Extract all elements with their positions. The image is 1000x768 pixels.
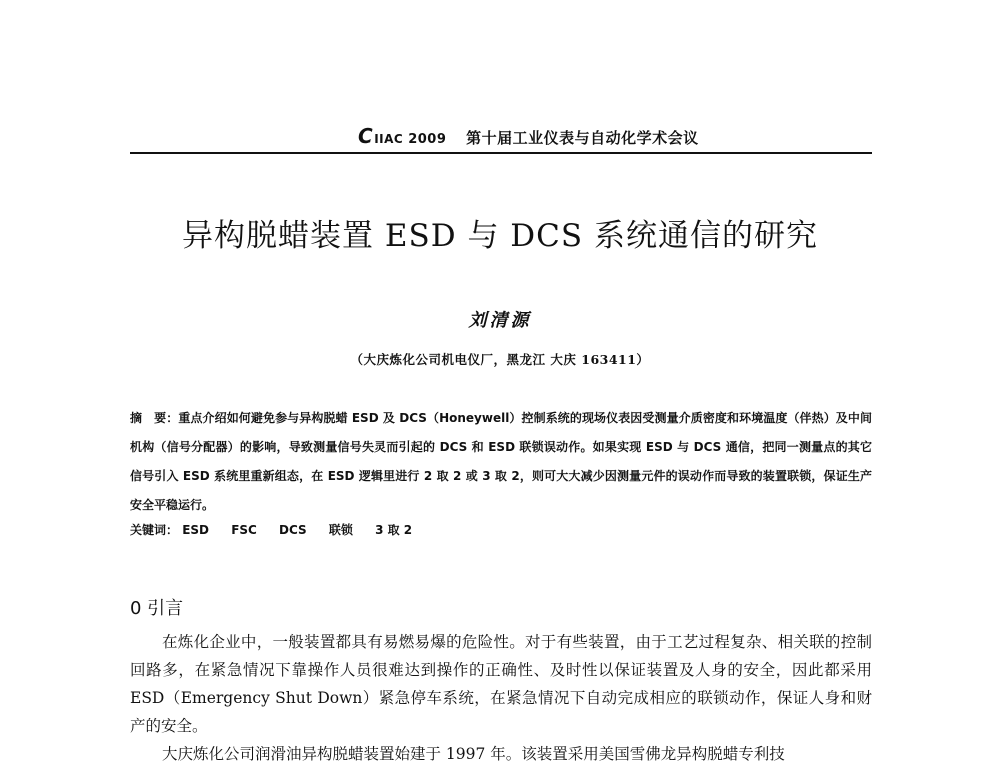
body-paragraph: 大庆炼化公司润滑油异构脱蜡装置始建于 1997 年。该装置采用美国雪佛龙异构脱蜡专利技	[162, 745, 785, 763]
affiliation: （大庆炼化公司机电仪厂，黑龙江 大庆 163411）	[350, 352, 650, 367]
keyword-item: FSC	[231, 523, 257, 537]
body-text	[130, 628, 872, 768]
logo-letters: IIAC	[374, 132, 404, 146]
paper-title: 异构脱蜡装置 ESD 与 DCS 系统通信的研究	[182, 218, 818, 254]
author-name: 刘清源	[468, 310, 532, 331]
abstract-label: 摘 要：	[130, 411, 179, 425]
keywords	[130, 521, 872, 538]
keyword-item: DCS	[279, 523, 307, 537]
logo-mark: C	[358, 124, 374, 148]
body-paragraph: 在炼化企业中，一般装置都具有易燃易爆的危险性。对于有些装置，由于工艺过程复杂、相关联的控制回路多，在紧急情况下靠操作人员很难达到操作的正确性、及时性以保证装置及人身的安全，因此都采用 ESD（Emergency Shut Down）紧急停车系统，在紧急情况下自动完成相应的联锁动作，保证人身和财产的安全。	[130, 633, 872, 735]
running-header	[130, 118, 872, 154]
abstract-text: 重点介绍如何避免参与异构脱蜡 ESD 及 DCS（Honeywell）控制系统的现场仪表因受测量介质密度和环境温度（伴热）及中间机构（信号分配器）的影响，导致测量信号失灵而引起的 DCS 和 ESD 联锁误动作。如果实现 ESD 与 DCS 通信，把同一测量点的其它信号引入 ESD 系统里重新组态，在 ESD 逻辑里进行 2 取 2 或 3 取 2，则可大大减少因测量元件的误动作而导致的装置联锁，保证生产安全平稳运行。	[130, 411, 872, 512]
abstract-paragraph	[130, 404, 872, 520]
keywords-label: 关键词：	[130, 523, 179, 537]
section-heading: 0 引言	[130, 598, 184, 619]
conference-logo	[358, 124, 454, 148]
keyword-item: ESD	[182, 523, 210, 537]
keyword-item: 3 取 2	[375, 523, 413, 537]
header-line	[358, 124, 699, 148]
abstract	[130, 404, 872, 520]
keyword-item: 联锁	[328, 523, 353, 537]
conference-name: 第十届工业仪表与自动化学术会议	[466, 129, 699, 147]
logo-year: 2009	[408, 132, 447, 147]
